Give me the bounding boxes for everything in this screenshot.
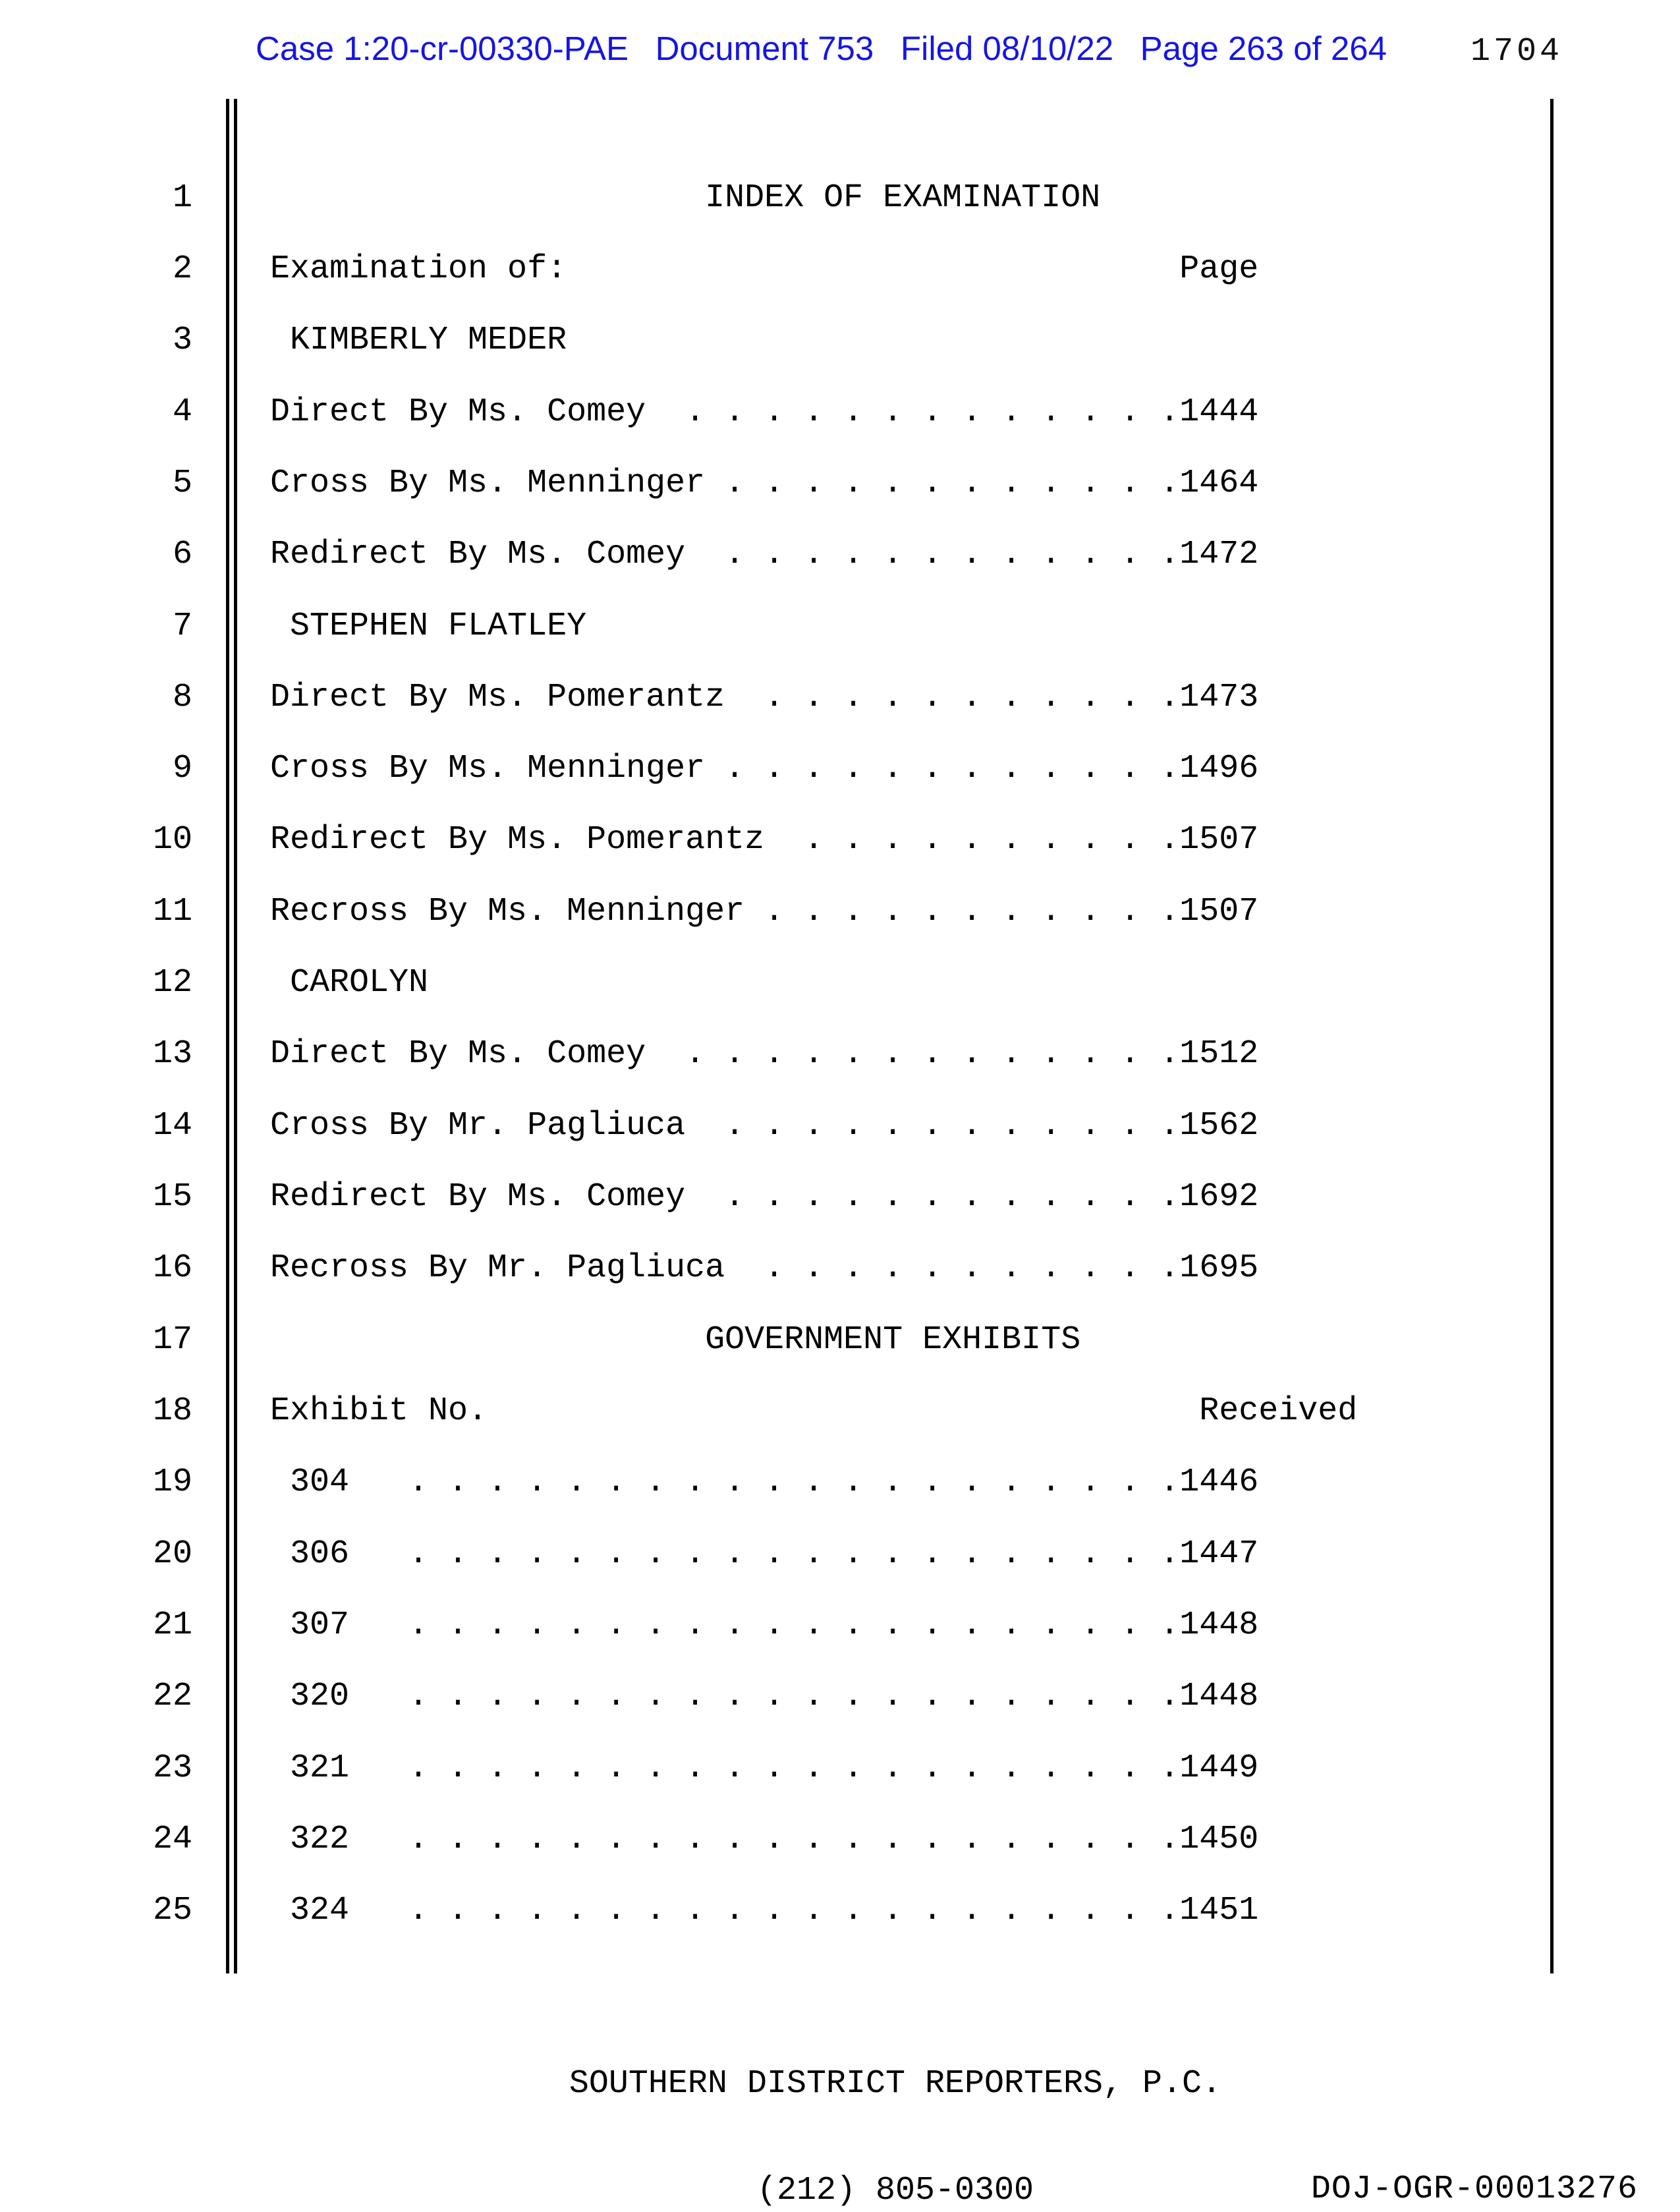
- transcript-line: [0, 1304, 1680, 1375]
- transcript-line: [0, 590, 1680, 662]
- line-text: Redirect By Ms. Comey . . . . . . . . . . . .1472: [270, 536, 1259, 574]
- transcript-line: [0, 1233, 1680, 1304]
- transcript-line: [0, 376, 1680, 447]
- transcript-line: [0, 1518, 1680, 1589]
- line-text: Redirect By Ms. Pomerantz . . . . . . . . . .1507: [270, 821, 1259, 859]
- line-number: 25: [152, 1892, 192, 1930]
- transcript-line: [0, 447, 1680, 519]
- ecf-case-number: Case 1:20-cr-00330-PAE: [256, 30, 629, 67]
- transcript-line: [0, 1019, 1680, 1090]
- ecf-document-number: Document 753: [655, 30, 874, 67]
- line-number: 1: [172, 179, 192, 217]
- line-number: 15: [152, 1178, 192, 1216]
- line-text: Cross By Ms. Menninger . . . . . . . . . . . .1496: [270, 750, 1259, 788]
- transcript-line: [0, 876, 1680, 947]
- line-number: 12: [152, 964, 192, 1002]
- line-text: CAROLYN: [270, 964, 429, 1002]
- line-text: Cross By Ms. Menninger . . . . . . . . . . . .1464: [270, 464, 1259, 502]
- line-number: 19: [152, 1463, 192, 1502]
- line-number: 16: [152, 1249, 192, 1288]
- line-text: Exhibit No. Received: [270, 1392, 1358, 1430]
- line-text: 307 . . . . . . . . . . . . . . . . . . . .1448: [270, 1606, 1259, 1644]
- transcript-line: [0, 233, 1680, 304]
- line-text: GOVERNMENT EXHIBITS: [270, 1320, 1081, 1359]
- line-number: 11: [152, 892, 192, 930]
- line-number: 8: [172, 678, 192, 716]
- line-number: 17: [152, 1320, 192, 1359]
- line-number: 5: [172, 464, 192, 502]
- folio-number: 1704: [1470, 33, 1563, 71]
- ecf-filed-date: Filed 08/10/22: [900, 30, 1114, 67]
- transcript-line: [0, 1875, 1680, 1946]
- line-text: Recross By Ms. Menninger . . . . . . . . . . .1507: [270, 892, 1259, 930]
- transcript-line: [0, 1161, 1680, 1232]
- line-number: 14: [152, 1106, 192, 1145]
- line-text: Recross By Mr. Pagliuca . . . . . . . . . . .1695: [270, 1249, 1259, 1288]
- transcript-line: [0, 1803, 1680, 1875]
- line-text: KIMBERLY MEDER: [270, 322, 567, 360]
- line-text: 306 . . . . . . . . . . . . . . . . . . . .1447: [270, 1535, 1259, 1573]
- transcript-line: [0, 1375, 1680, 1446]
- line-number: 20: [152, 1535, 192, 1573]
- line-text: Direct By Ms. Comey . . . . . . . . . . . . .1444: [270, 393, 1259, 431]
- line-text: Cross By Mr. Pagliuca . . . . . . . . . . . .1562: [270, 1106, 1259, 1145]
- line-number: 13: [152, 1035, 192, 1073]
- line-text: 304 . . . . . . . . . . . . . . . . . . . .1446: [270, 1463, 1259, 1502]
- line-text: 322 . . . . . . . . . . . . . . . . . . . .1450: [270, 1820, 1259, 1858]
- line-number: 22: [152, 1678, 192, 1716]
- line-text: 321 . . . . . . . . . . . . . . . . . . . .1449: [270, 1749, 1259, 1787]
- ecf-header-stamp: [256, 29, 1387, 68]
- transcript-line: [0, 947, 1680, 1018]
- transcript-line: [0, 305, 1680, 376]
- line-text: Examination of: Page: [270, 250, 1259, 288]
- transcript-line: [0, 1447, 1680, 1518]
- line-text: 320 . . . . . . . . . . . . . . . . . . . .1448: [270, 1678, 1259, 1716]
- line-number: 4: [172, 393, 192, 431]
- line-number: 24: [152, 1820, 192, 1858]
- transcript-line: [0, 733, 1680, 805]
- transcript-line: [0, 1589, 1680, 1660]
- line-text: STEPHEN FLATLEY: [270, 607, 587, 645]
- line-number: 9: [172, 750, 192, 788]
- line-text: 324 . . . . . . . . . . . . . . . . . . . .1451: [270, 1892, 1259, 1930]
- transcript-line: [0, 162, 1680, 233]
- line-number: 2: [172, 250, 192, 288]
- line-text: Direct By Ms. Comey . . . . . . . . . . . . .1512: [270, 1035, 1259, 1073]
- line-number: 18: [152, 1392, 192, 1430]
- transcript-line: [0, 805, 1680, 876]
- line-number: 23: [152, 1749, 192, 1787]
- line-number: 7: [172, 607, 192, 645]
- reporter-phone: (212) 805-0300: [756, 2172, 1034, 2209]
- bates-stamp: DOJ-OGR-00013276: [1310, 2170, 1638, 2208]
- transcript-line: [0, 1661, 1680, 1732]
- line-number: 10: [152, 821, 192, 859]
- ecf-page-number: Page 263 of 264: [1140, 30, 1387, 67]
- line-text: Direct By Ms. Pomerantz . . . . . . . . . . .1473: [270, 678, 1259, 716]
- line-number: 3: [172, 322, 192, 360]
- transcript-line: [0, 1090, 1680, 1161]
- transcript-line: [0, 662, 1680, 733]
- reporter-name: SOUTHERN DISTRICT REPORTERS, P.C.: [569, 2065, 1222, 2103]
- transcript-line: [0, 1732, 1680, 1803]
- line-number: 21: [152, 1606, 192, 1644]
- transcript-lines: [0, 162, 1680, 1946]
- line-number: 6: [172, 536, 192, 574]
- transcript-line: [0, 519, 1680, 590]
- line-text: Redirect By Ms. Comey . . . . . . . . . . . .1692: [270, 1178, 1259, 1216]
- line-text: INDEX OF EXAMINATION: [270, 179, 1101, 217]
